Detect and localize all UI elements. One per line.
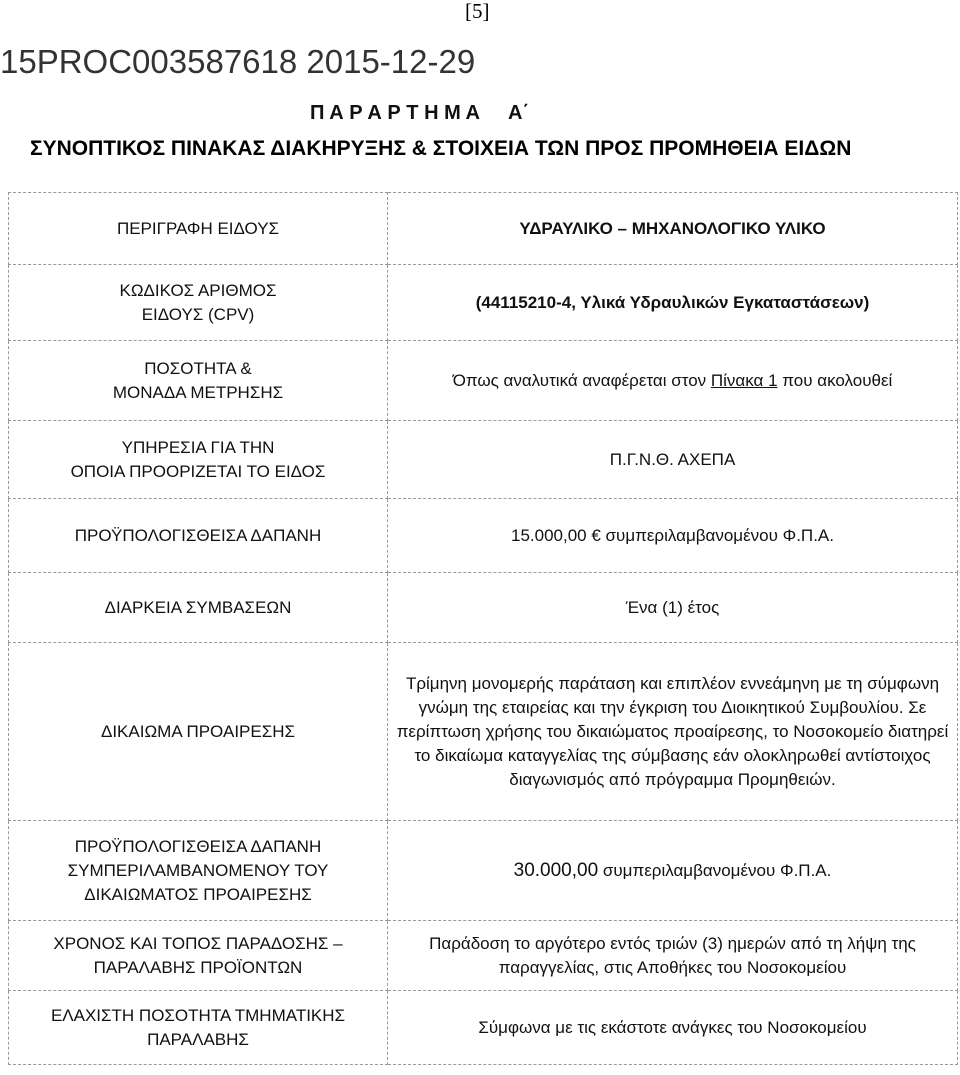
row-value: ΥΔΡΑΥΛΙΚΟ – ΜΗΧΑΝΟΛΟΓΙΚΟ ΥΛΙΚΟ: [388, 193, 958, 265]
row-value: Τρίμηνη μονομερής παράταση και επιπλέον εννεάμηνη με τη σύμφωνη γνώμη της εταιρείας και την έγκριση του Διοικητικού Συμβουλίου. Σε περίπτωση χρήσης του δικαιώματος προαίρεσης, το Νοσοκομείο διατηρεί το δικαίωμα καταγγελίας της σύμβασης εάν ολοκληρωθεί αντίστοιχος διαγωνισμός από πρόγραμμα Προμηθειών.: [388, 643, 958, 821]
row-value: Σύμφωνα με τις εκάστοτε ανάγκες του Νοσοκομείου: [388, 991, 958, 1065]
row-label: ΠΡΟΫΠΟΛΟΓΙΣΘΕΙΣΑ ΔΑΠΑΝΗ: [9, 499, 388, 573]
row-label-line: ΕΙΔΟΥΣ (CPV): [141, 304, 255, 324]
page-number: [5]: [465, 0, 490, 23]
row-label-line: ΜΟΝΑΔΑ ΜΕΤΡΗΣΗΣ: [112, 382, 284, 402]
table-row: [9, 193, 958, 265]
annex-title-text: Π Α Ρ Α Ρ Τ Η Μ Α: [310, 102, 480, 124]
row-label: ΔΙΚΑΙΩΜΑ ΠΡΟΑΙΡΕΣΗΣ: [9, 643, 388, 821]
table-row: [9, 991, 958, 1065]
table-row: [9, 643, 958, 821]
table-row: [9, 921, 958, 991]
row-label: [9, 421, 388, 499]
row-value-text: που ακολουθεί: [777, 370, 893, 390]
table-row: [9, 341, 958, 421]
table-row: [9, 265, 958, 341]
row-label: ΔΙΑΡΚΕΙΑ ΣΥΜΒΑΣΕΩΝ: [9, 573, 388, 643]
row-label-line: ΠΡΟΫΠΟΛΟΓΙΣΘΕΙΣΑ ΔΑΠΑΝΗ: [74, 836, 322, 856]
row-label: [9, 265, 388, 341]
row-label: ΠΕΡΙΓΡΑΦΗ ΕΙΔΟΥΣ: [9, 193, 388, 265]
row-label: [9, 341, 388, 421]
table-row: [9, 421, 958, 499]
summary-table: [8, 192, 958, 1065]
row-value: Ένα (1) έτος: [388, 573, 958, 643]
document-id: 15PROC003587618 2015-12-29: [0, 43, 476, 80]
row-value: Π.Γ.Ν.Θ. ΑΧΕΠΑ: [388, 421, 958, 499]
row-value: Παράδοση το αργότερο εντός τριών (3) ημερών από τη λήψη της παραγγελίας, στις Αποθήκες του Νοσοκομείου: [388, 921, 958, 991]
row-label: [9, 821, 388, 921]
row-label-line: ΠΑΡΑΛΑΒΗΣ ΠΡΟΪΟΝΤΩΝ: [93, 957, 303, 977]
table-reference-link: Πίνακα 1: [710, 370, 778, 390]
row-label-line: ΕΛΑΧΙΣΤΗ ΠΟΣΟΤΗΤΑ ΤΜΗΜΑΤΙΚΗΣ: [50, 1005, 346, 1025]
row-value: (44115210-4, Υλικά Υδραυλικών Εγκαταστάσεων): [388, 265, 958, 341]
row-value: 15.000,00 € συμπεριλαμβανομένου Φ.Π.Α.: [388, 499, 958, 573]
row-label-line: ΠΟΣΟΤΗΤΑ &: [144, 358, 252, 378]
annex-title: [200, 102, 760, 125]
row-label-line: ΟΠΟΙΑ ΠΡΟΟΡΙΖΕΤΑΙ ΤΟ ΕΙΔΟΣ: [70, 461, 326, 481]
table-row: [9, 499, 958, 573]
row-value: [388, 821, 958, 921]
summary-table-title: ΣΥΝΟΠΤΙΚΟΣ ΠΙΝΑΚΑΣ ΔΙΑΚΗΡΥΞΗΣ & ΣΤΟΙΧΕΙΑ ΤΩΝ ΠΡΟΣ ΠΡΟΜΗΘΕΙΑ ΕΙΔΩΝ: [30, 137, 852, 160]
row-label-line: ΣΥΜΠΕΡΙΛΑΜΒΑΝΟΜΕΝΟΥ ΤΟΥ: [67, 860, 329, 880]
row-label-line: ΚΩΔΙΚΟΣ ΑΡΙΘΜΟΣ: [119, 280, 277, 300]
row-value-text: συμπεριλαμβανομένου Φ.Π.Α.: [598, 860, 832, 880]
row-label: [9, 921, 388, 991]
row-label-line: ΔΙΚΑΙΩΜΑΤΟΣ ΠΡΟΑΙΡΕΣΗΣ: [84, 884, 312, 904]
row-label: [9, 991, 388, 1065]
option-amount: 30.000,00: [513, 859, 599, 881]
row-label-line: ΠΑΡΑΛΑΒΗΣ: [147, 1029, 249, 1049]
table-row: [9, 573, 958, 643]
table-row: [9, 821, 958, 921]
row-value: [388, 341, 958, 421]
row-label-line: ΥΠΗΡΕΣΙΑ ΓΙΑ ΤΗΝ: [121, 437, 275, 457]
row-label-line: ΧΡΟΝΟΣ ΚΑΙ ΤΟΠΟΣ ΠΑΡΑΔΟΣΗΣ –: [53, 933, 343, 953]
row-value-text: Όπως αναλυτικά αναφέρεται στον: [452, 370, 711, 390]
annex-letter: Α΄: [508, 102, 530, 124]
